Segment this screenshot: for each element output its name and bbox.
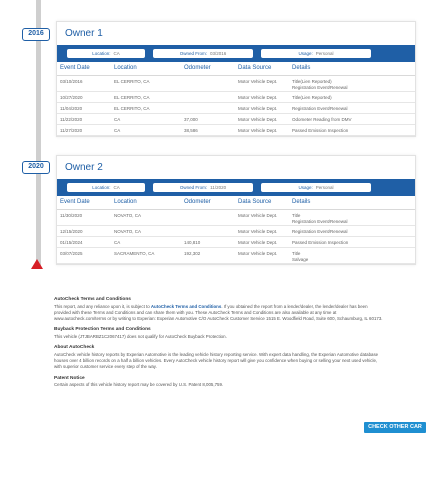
- table-row: [57, 102, 415, 113]
- detail-line: Salvage: [292, 256, 309, 262]
- patent-body: Certain aspects of this vehicle history report may be covered by U.S. Patent 8,005,759.: [54, 382, 224, 388]
- detail-line: Title: [292, 250, 301, 256]
- event-details: [289, 124, 415, 135]
- event-location: SACRAMENTO, CA: [111, 247, 181, 263]
- event-odometer: 140,810: [181, 236, 235, 247]
- event-odometer: 38,586: [181, 124, 235, 135]
- event-source: Motor Vehicle Dept.: [235, 209, 289, 225]
- owner-title: Owner 1: [65, 28, 103, 39]
- buyback-title: Buyback Protection Terms and Conditions: [54, 327, 151, 333]
- event-date: 11/27/2020: [57, 124, 111, 135]
- terms-text-after: . If you obtained the report from a lender/dealer, the lender/dealer has been provided with these Terms and Conditions and can share them with you. These AutoCheck Terms and Conditions are also available at any time at www.autocheck.com/terms or by writing to Experian: Experian Automotive C/O AutoCheck Customer Service 1515 E. Woodfield Road, Suite 600, Schaumburg, IL 60173.: [54, 303, 383, 322]
- usage-pill: [261, 183, 371, 192]
- owner-info-bar: [57, 45, 415, 62]
- column-header-odometer: Odometer: [181, 62, 235, 75]
- owned-from-label: Owned From:: [179, 51, 207, 56]
- detail-line: Title: [292, 212, 301, 218]
- event-details: [289, 102, 415, 113]
- table-row: [57, 209, 415, 225]
- event-source: Motor Vehicle Dept.: [235, 124, 289, 135]
- owned-from-pill: [153, 183, 253, 192]
- table-row: [57, 124, 415, 135]
- owned-from-value: 03/2016: [209, 51, 227, 56]
- column-header-data-source: Data Source: [235, 62, 289, 75]
- history-table: [57, 196, 415, 264]
- event-details: [289, 91, 415, 102]
- location-label: Location:: [92, 185, 111, 190]
- detail-line: Registration Event/Renewal: [292, 218, 348, 224]
- detail-line: Title(Lien Reported): [292, 78, 332, 84]
- patent-title: Patent Notice: [54, 375, 85, 381]
- event-location: NOVATO, CA: [111, 225, 181, 236]
- usage-label: Usage:: [298, 51, 313, 56]
- event-details: [289, 225, 415, 236]
- column-header-location: Location: [111, 62, 181, 75]
- detail-line: Registration Event/Renewal: [292, 84, 348, 90]
- usage-label: Usage:: [298, 185, 313, 190]
- event-source: Motor Vehicle Dept.: [235, 91, 289, 102]
- event-odometer: [181, 91, 235, 102]
- year-badge-2020: 2020: [22, 161, 50, 174]
- event-details: [289, 75, 415, 91]
- owner-info-bar: [57, 179, 415, 196]
- terms-link[interactable]: AutoCheck Terms and Conditions: [150, 303, 222, 309]
- column-header-event-date: Event Date: [57, 196, 111, 209]
- event-location: NOVATO, CA: [111, 209, 181, 225]
- event-odometer: 37,000: [181, 113, 235, 124]
- usage-value: Personal: [315, 51, 334, 56]
- about-title: About AutoCheck: [54, 345, 95, 351]
- terms-title: AutoCheck Terms and Conditions: [54, 297, 131, 302]
- event-odometer: [181, 102, 235, 113]
- detail-line: Registration Event/Renewal: [292, 228, 348, 234]
- event-details: [289, 236, 415, 247]
- event-location: EL CERRITO, CA: [111, 102, 181, 113]
- event-date: 03/10/2016: [57, 75, 111, 91]
- event-odometer: [181, 209, 235, 225]
- location-value: CA: [113, 51, 120, 56]
- history-table: [57, 62, 415, 136]
- event-details: [289, 247, 415, 263]
- owned-from-value: 11/2020: [210, 185, 227, 190]
- detail-line: Passed Emission Inspection: [292, 239, 349, 245]
- event-date: 01/15/2024: [57, 236, 111, 247]
- column-header-details: Details: [289, 62, 415, 75]
- table-row: [57, 225, 415, 236]
- usage-value: Personal: [315, 185, 334, 190]
- detail-line: Title(Lien Reported): [292, 94, 332, 100]
- about-body: AutoCheck vehicle history reports by Experian Automotive is the leading vehicle history reporting service. With expert data handling, the Experian Automotive database houses over 4 billion records on a half a billion vehicles. Every AutoCheck vehicle history report will give you confidence when buying or selling your next used vehicle, with superior customer service every step of the way.: [54, 351, 379, 370]
- table-row: [57, 236, 415, 247]
- event-date: 10/27/2020: [57, 91, 111, 102]
- owned-from-label: Owned From:: [179, 185, 208, 190]
- event-source: Motor Vehicle Dept.: [235, 113, 289, 124]
- event-location: CA: [111, 124, 181, 135]
- detail-line: Passed Emission Inspection: [292, 127, 349, 133]
- owned-from-pill: [153, 49, 253, 58]
- location-pill: [67, 183, 145, 192]
- info-sections: [54, 297, 384, 393]
- event-source: Motor Vehicle Dept.: [235, 236, 289, 247]
- buyback-body: This vehicle (JTJBARBZ1C2067417) does not qualify for AutoCheck Buyback Protection.: [54, 333, 227, 339]
- event-odometer: 192,302: [181, 247, 235, 263]
- event-details: [289, 113, 415, 124]
- event-source: Motor Vehicle Dept.: [235, 225, 289, 236]
- event-date: 03/07/2025: [57, 247, 111, 263]
- event-location: CA: [111, 113, 181, 124]
- owner-card-2: [56, 155, 416, 265]
- usage-pill: [261, 49, 371, 58]
- column-header-location: Location: [111, 196, 181, 209]
- location-pill: [67, 49, 145, 58]
- column-header-odometer: Odometer: [181, 196, 235, 209]
- year-badge-2016: 2016: [22, 28, 50, 41]
- owner-title: Owner 2: [65, 162, 103, 173]
- event-details: [289, 209, 415, 225]
- detail-line: Odometer Reading from DMV: [292, 116, 352, 122]
- event-source: Motor Vehicle Dept.: [235, 102, 289, 113]
- terms-body: [54, 304, 384, 323]
- event-location: EL CERRITO, CA: [111, 91, 181, 102]
- event-source: Motor Vehicle Dept.: [235, 247, 289, 263]
- detail-line: Registration Event/Renewal: [292, 105, 348, 111]
- event-location: CA: [111, 236, 181, 247]
- table-row: [57, 75, 415, 91]
- column-header-details: Details: [289, 196, 415, 209]
- table-row: [57, 91, 415, 102]
- column-header-event-date: Event Date: [57, 62, 111, 75]
- warning-triangle-icon: [31, 259, 43, 269]
- table-row: [57, 113, 415, 124]
- location-value: CA: [113, 185, 120, 190]
- event-date: 11/30/2020: [57, 209, 111, 225]
- event-date: 11/22/2020: [57, 113, 111, 124]
- event-location: EL CERRITO, CA: [111, 75, 181, 91]
- check-other-car-button[interactable]: CHECK OTHER CAR: [364, 422, 426, 433]
- event-odometer: [181, 225, 235, 236]
- table-row: [57, 247, 415, 263]
- terms-text-before: This report, and any reliance upon it, is subject to: [54, 303, 151, 309]
- event-source: Motor Vehicle Dept.: [235, 75, 289, 91]
- event-odometer: [181, 75, 235, 91]
- event-date: 11/04/2020: [57, 102, 111, 113]
- owner-card-1: [56, 21, 416, 137]
- location-label: Location:: [92, 51, 111, 56]
- event-date: 12/15/2020: [57, 225, 111, 236]
- column-header-data-source: Data Source: [235, 196, 289, 209]
